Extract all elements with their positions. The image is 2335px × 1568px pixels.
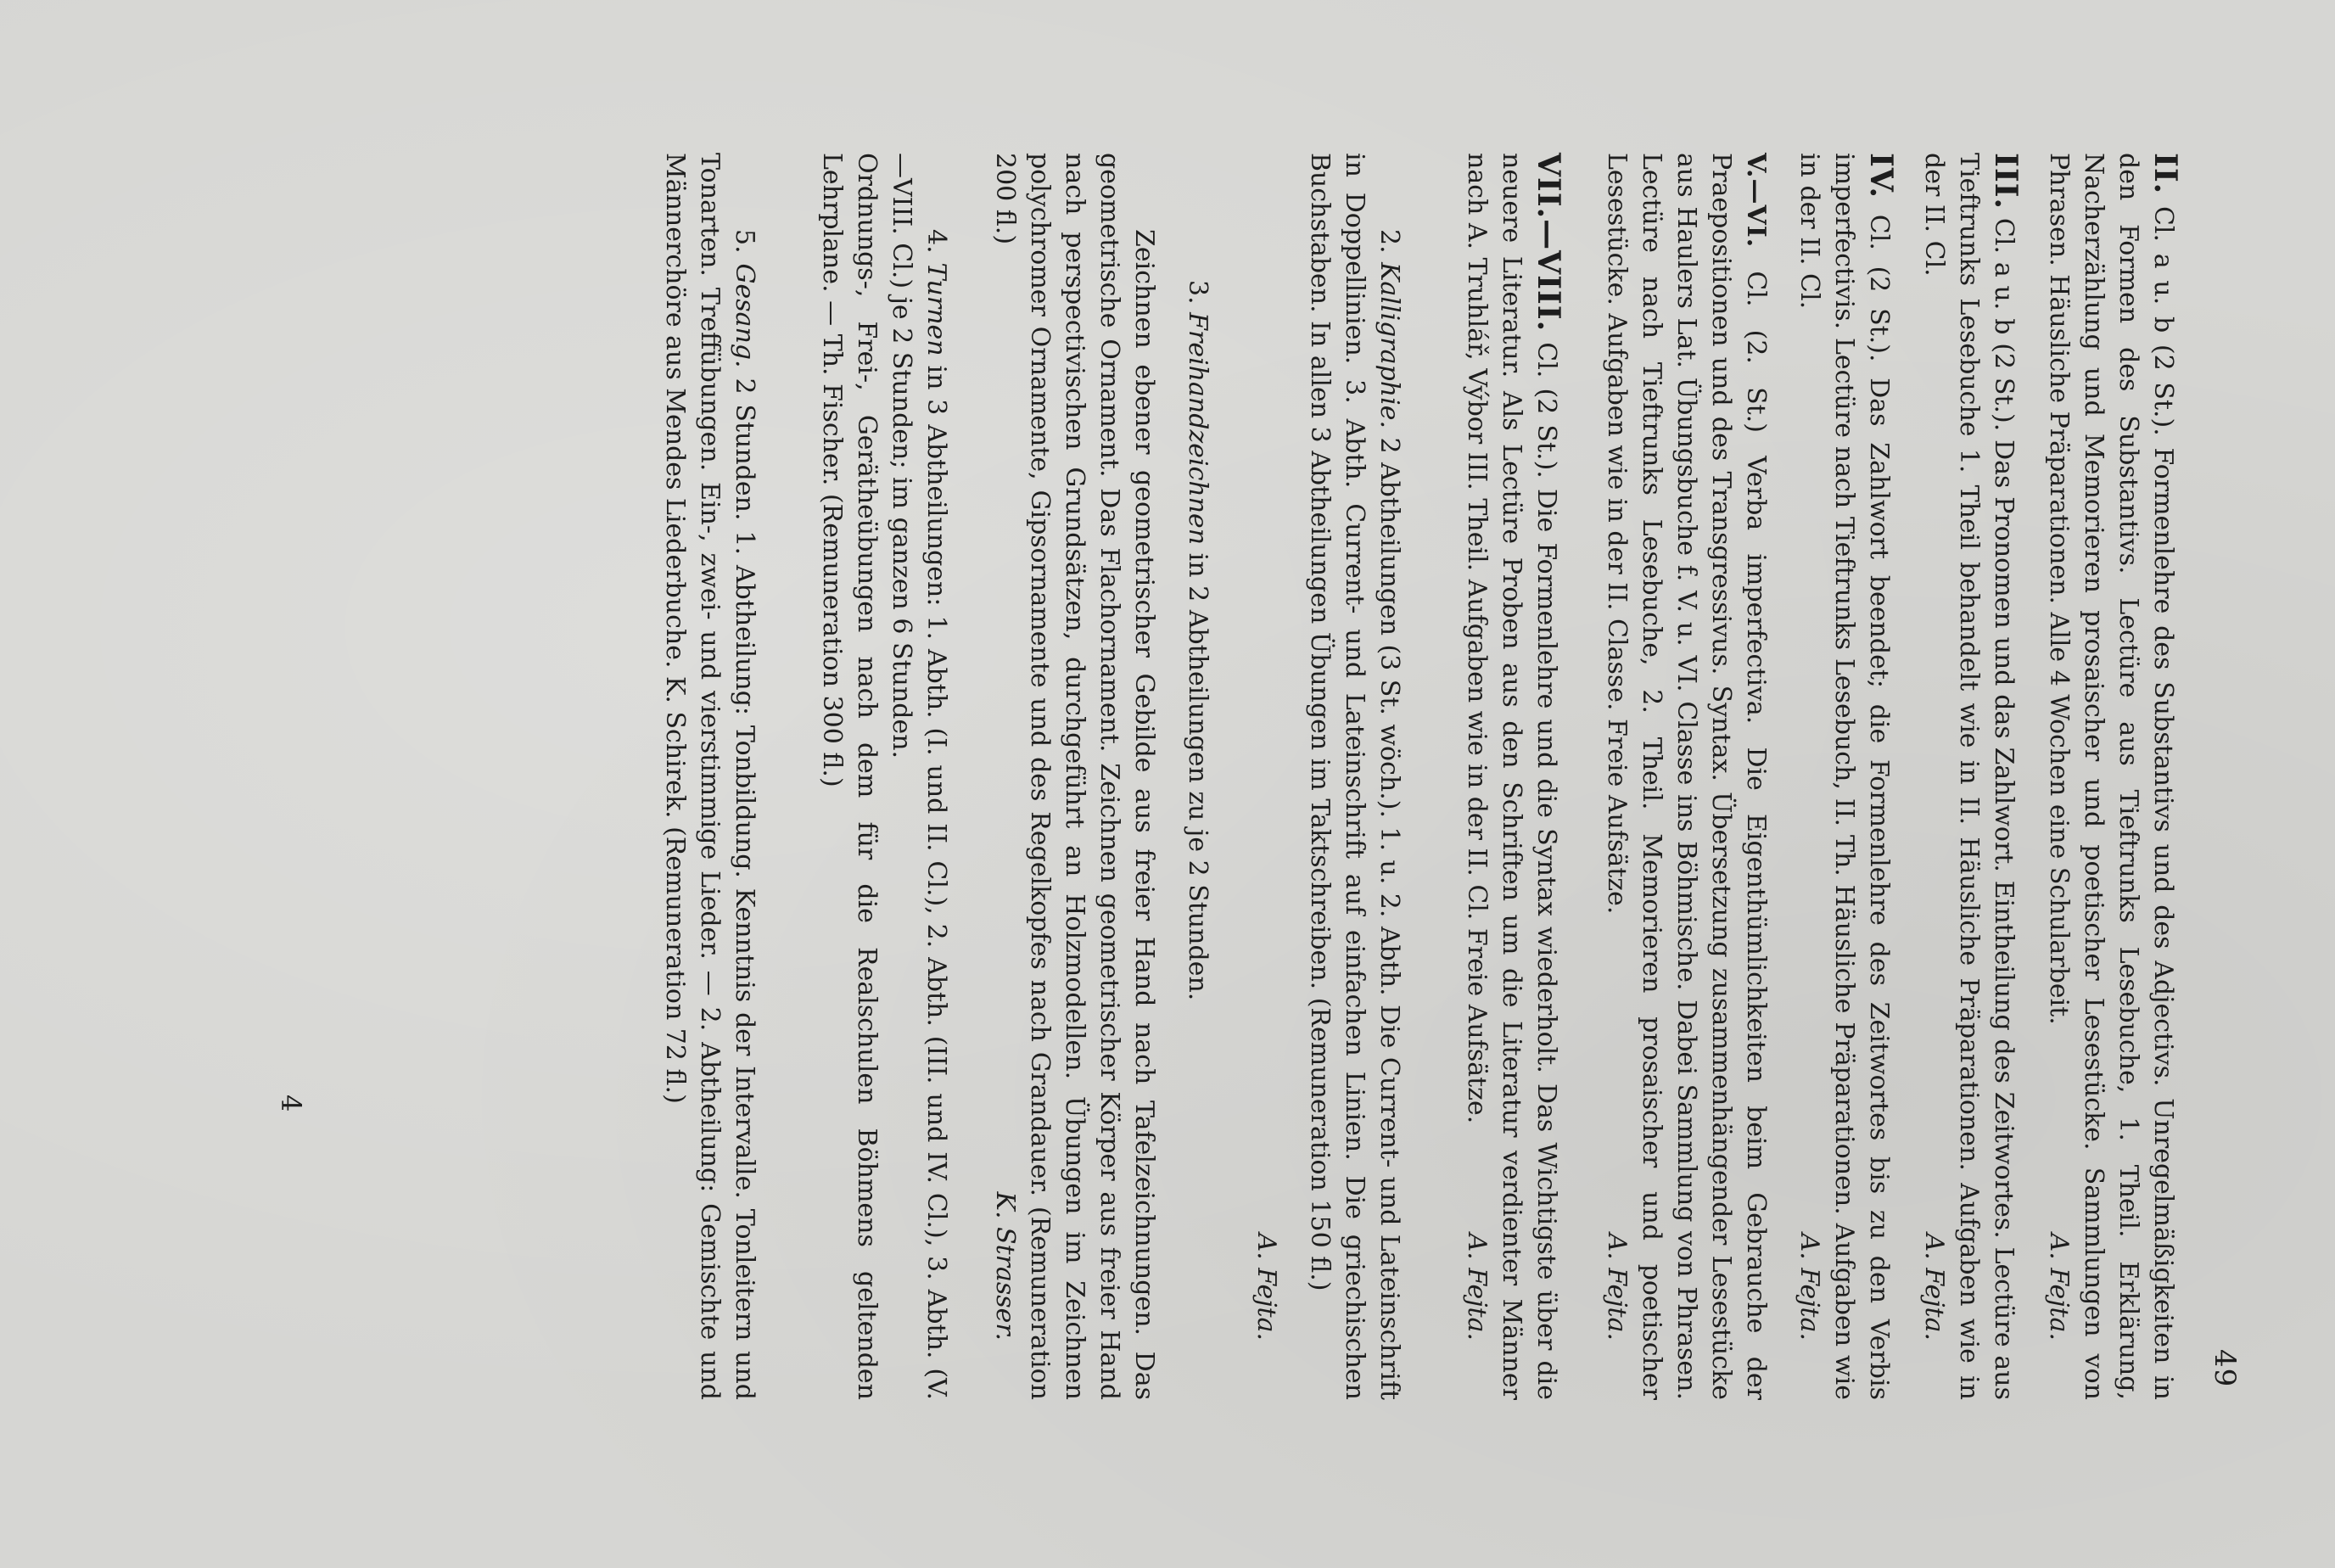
- section-number: 2.: [1375, 229, 1404, 254]
- section-number: 5.: [730, 229, 759, 254]
- page-number: 49: [2208, 1349, 2242, 1388]
- section-text: Cl. a u. b (2 St.). Das Pronomen und das Zahlwort. Eintheilung des Zeitwortes. Lectüre aus Tieftrunks Lesebuche 1. Theil behandelt wie in II. Häusliche Präparationen. Aufgaben wie in der II. Cl.: [1919, 153, 2019, 1401]
- section-freihandzeichnen-heading: [1180, 153, 1215, 1400]
- section-text: in 3 Abtheilungen: 1. Abth. (I. und II. Cl.), 2. Abth. (III. und IV. Cl.), 3. Abth. (V.—VIII. Cl.) je 2 Stunden; im ganzen 6 Stunden.: [887, 153, 951, 1400]
- section-text: 2 Abtheilungen (3 St. wöch.). 1. u. 2. Abth. Die Current- und Lateinschrift in Doppellinien. 3. Abth. Current- und Lateinschrift auf einfachen Linien. Die griechischen Buchstaben. In allen 3 Abtheilungen Übungen im Taktschreiben. (Remuneration 150 fl.): [1305, 153, 1404, 1401]
- section-text: Ordnungs-, Frei-, Gerätheübungen nach dem für die Realschulen Böhmens geltenden Lehrplane. — Th. Fischer. (Remuneration 300 fl.): [817, 153, 882, 1400]
- signature: A. Fejta.: [1251, 1233, 1281, 1341]
- footer-sheet-number: 4: [275, 1095, 307, 1112]
- section-text: Cl. (2 St.). Die Formenlehre und die Syntax wiederholt. Das Wichtigste über die neuere Literatur. Als Lectüre Proben aus den Schriften um die Literatur verdienter Männer nach A. Truhlář, Výbor III. Theil. Aufgaben wie in der II. Cl. Freie Aufsätze.: [1462, 153, 1561, 1400]
- section-turnen: [884, 153, 954, 1400]
- roman-numeral: III.: [1988, 153, 2024, 210]
- section-text: 2 Stunden. 1. Abtheilung: Tonbildung. Kenntnis der Intervalle. Tonleitern und Tonarten. Treffübungen. Ein-, zwei- und vierstimmige Lieder. — 2. Abtheilung: Gemischte und Männerchöre aus Mendes Liederbuche. K. Schirek. (Remuneration 72 fl.): [660, 153, 759, 1400]
- signature: A. Fejta.: [2044, 1233, 2074, 1341]
- section-heading-rest: in 2 Abtheilungen zu je 2 Stunden.: [1183, 552, 1212, 1001]
- section-heading: Freihandzeichnen: [1183, 312, 1212, 546]
- section-text: Cl. (2. St.) Verba imperfectiva. Die Eigenthümlichkeiten beim Gebrauche der Praepositionen und des Transgressivus. Syntax. Übersetzung zusammenhängender Lesestücke aus Haulers Lat. Übungsbuche f. V. u. VI. Classe ins Böhmische. Dabei Sammlung von Phrasen. Lectüre nach Tieftrunks Lesebuche, 2. Theil. Memorieren prosaischer und poetischer Lesestücke. Aufgaben wie in der II. Classe. Freie Aufsätze.: [1602, 153, 1771, 1400]
- roman-numeral: V.—VI.: [1741, 153, 1771, 249]
- section-kalligraphie: [1302, 153, 1407, 1400]
- signature: K. Strasser.: [990, 1191, 1020, 1341]
- roman-numeral: IV.: [1863, 153, 1899, 199]
- section-gesang: [658, 153, 762, 1400]
- section-text: Cl. (2 St.). Das Zahlwort beendet; die Formenlehre des Zeitwortes bis zu den Verbis imperfectivis. Lectüre nach Tieftrunks Lesebuch, II. Th. Häusliche Präparationen. Aufgaben wie in der II. Cl.: [1795, 153, 1894, 1400]
- signature: A. Fejta.: [1462, 1233, 1492, 1341]
- section-heading: Turnen: [921, 262, 951, 356]
- section-turnen-body: [815, 153, 884, 1400]
- document-body: [658, 153, 2182, 1400]
- signature: A. Fejta.: [1919, 1233, 1949, 1341]
- roman-numeral: II.: [2147, 153, 2183, 195]
- signature: A. Fejta.: [1795, 1233, 1824, 1341]
- signature: A. Fejta.: [1602, 1233, 1632, 1341]
- roman-numeral: VII.—VIII.: [1531, 153, 1566, 333]
- section-number: 3.: [1183, 280, 1212, 305]
- section-text: Cl. a u. b (2 St.). Formenlehre des Substantivs und des Adjectivs. Unregelmäßigkeiten in den Formen des Substantivs. Lectüre aus Tieftrunks Lesebuche, 1. Theil. Erklärung, Nacherzählung und Memorieren prosaischer und poetischer Lesestücke. Sammlungen von Phrasen. Häusliche Präparationen. Alle 4 Wochen eine Schularbeit.: [2044, 153, 2178, 1400]
- section-text: Zeichnen ebener geometrischer Gebilde aus freier Hand nach Tafelzeichnungen. Das geometrische Ornament. Das Flachornament. Zeichnen geometrischer Körper aus freier Hand nach perspectivischen Grundsätzen, durchgeführt an Holzmodellen. Übungen im Zeichnen polychromer Ornamente, Gipsornamente und des Regelkopfes nach Grandauer. (Remuneration 200 fl.): [990, 153, 1159, 1400]
- section-heading: Gesang.: [730, 263, 759, 368]
- section-number: 4.: [921, 229, 951, 254]
- section-heading: Kalligraphie.: [1375, 262, 1404, 429]
